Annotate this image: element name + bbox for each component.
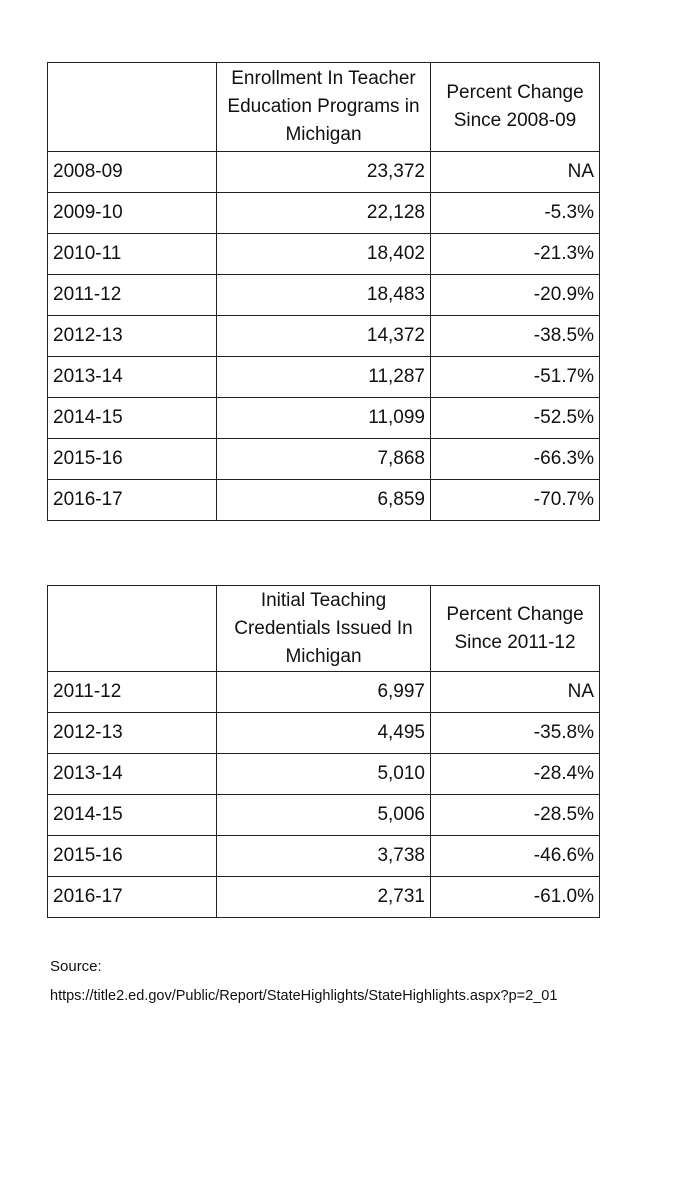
change-cell: -21.3% — [431, 234, 600, 275]
change-cell: -38.5% — [431, 316, 600, 357]
table-row — [48, 234, 600, 275]
header-percent-change: Percent Change Since 2011-12 — [431, 586, 600, 672]
year-cell: 2016-17 — [48, 877, 217, 918]
table-row — [48, 672, 600, 713]
table-row — [48, 152, 600, 193]
table-header-row — [48, 63, 600, 152]
value-cell: 23,372 — [217, 152, 431, 193]
table-row — [48, 316, 600, 357]
year-cell: 2014-15 — [48, 795, 217, 836]
year-cell: 2012-13 — [48, 713, 217, 754]
enrollment-table — [47, 62, 600, 521]
value-cell: 14,372 — [217, 316, 431, 357]
table-row — [48, 836, 600, 877]
year-cell: 2016-17 — [48, 480, 217, 521]
year-cell: 2011-12 — [48, 672, 217, 713]
year-cell: 2013-14 — [48, 754, 217, 795]
header-enrollment: Enrollment In Teacher Education Programs in Michigan — [217, 63, 431, 152]
header-credentials: Initial Teaching Credentials Issued In Michigan — [217, 586, 431, 672]
credentials-table — [47, 585, 600, 918]
year-cell: 2015-16 — [48, 836, 217, 877]
change-cell: -5.3% — [431, 193, 600, 234]
change-cell: -66.3% — [431, 439, 600, 480]
change-cell: -28.5% — [431, 795, 600, 836]
value-cell: 18,483 — [217, 275, 431, 316]
table-row — [48, 193, 600, 234]
change-cell: -35.8% — [431, 713, 600, 754]
table-row — [48, 398, 600, 439]
header-year-cell — [48, 586, 217, 672]
change-cell: -51.7% — [431, 357, 600, 398]
value-cell: 11,287 — [217, 357, 431, 398]
value-cell: 5,006 — [217, 795, 431, 836]
change-cell: -46.6% — [431, 836, 600, 877]
value-cell: 18,402 — [217, 234, 431, 275]
year-cell: 2009-10 — [48, 193, 217, 234]
table-row — [48, 754, 600, 795]
year-cell: 2008-09 — [48, 152, 217, 193]
table-row — [48, 275, 600, 316]
source-url: https://title2.ed.gov/Public/Report/StateHighlights/StateHighlights.aspx?p=2_01 — [50, 988, 558, 1004]
change-cell: -28.4% — [431, 754, 600, 795]
change-cell: -52.5% — [431, 398, 600, 439]
table-row — [48, 877, 600, 918]
value-cell: 5,010 — [217, 754, 431, 795]
year-cell: 2011-12 — [48, 275, 217, 316]
value-cell: 6,859 — [217, 480, 431, 521]
table-header-row — [48, 586, 600, 672]
table-row — [48, 795, 600, 836]
year-cell: 2010-11 — [48, 234, 217, 275]
table-row — [48, 480, 600, 521]
year-cell: 2012-13 — [48, 316, 217, 357]
table-row — [48, 713, 600, 754]
header-year-cell — [48, 63, 217, 152]
value-cell: 4,495 — [217, 713, 431, 754]
value-cell: 22,128 — [217, 193, 431, 234]
source-label: Source: — [50, 958, 102, 975]
change-cell: NA — [431, 152, 600, 193]
value-cell: 6,997 — [217, 672, 431, 713]
change-cell: NA — [431, 672, 600, 713]
table-row — [48, 357, 600, 398]
year-cell: 2013-14 — [48, 357, 217, 398]
value-cell: 11,099 — [217, 398, 431, 439]
value-cell: 2,731 — [217, 877, 431, 918]
table-row — [48, 439, 600, 480]
change-cell: -20.9% — [431, 275, 600, 316]
year-cell: 2014-15 — [48, 398, 217, 439]
change-cell: -70.7% — [431, 480, 600, 521]
value-cell: 3,738 — [217, 836, 431, 877]
year-cell: 2015-16 — [48, 439, 217, 480]
change-cell: -61.0% — [431, 877, 600, 918]
header-percent-change: Percent Change Since 2008-09 — [431, 63, 600, 152]
value-cell: 7,868 — [217, 439, 431, 480]
